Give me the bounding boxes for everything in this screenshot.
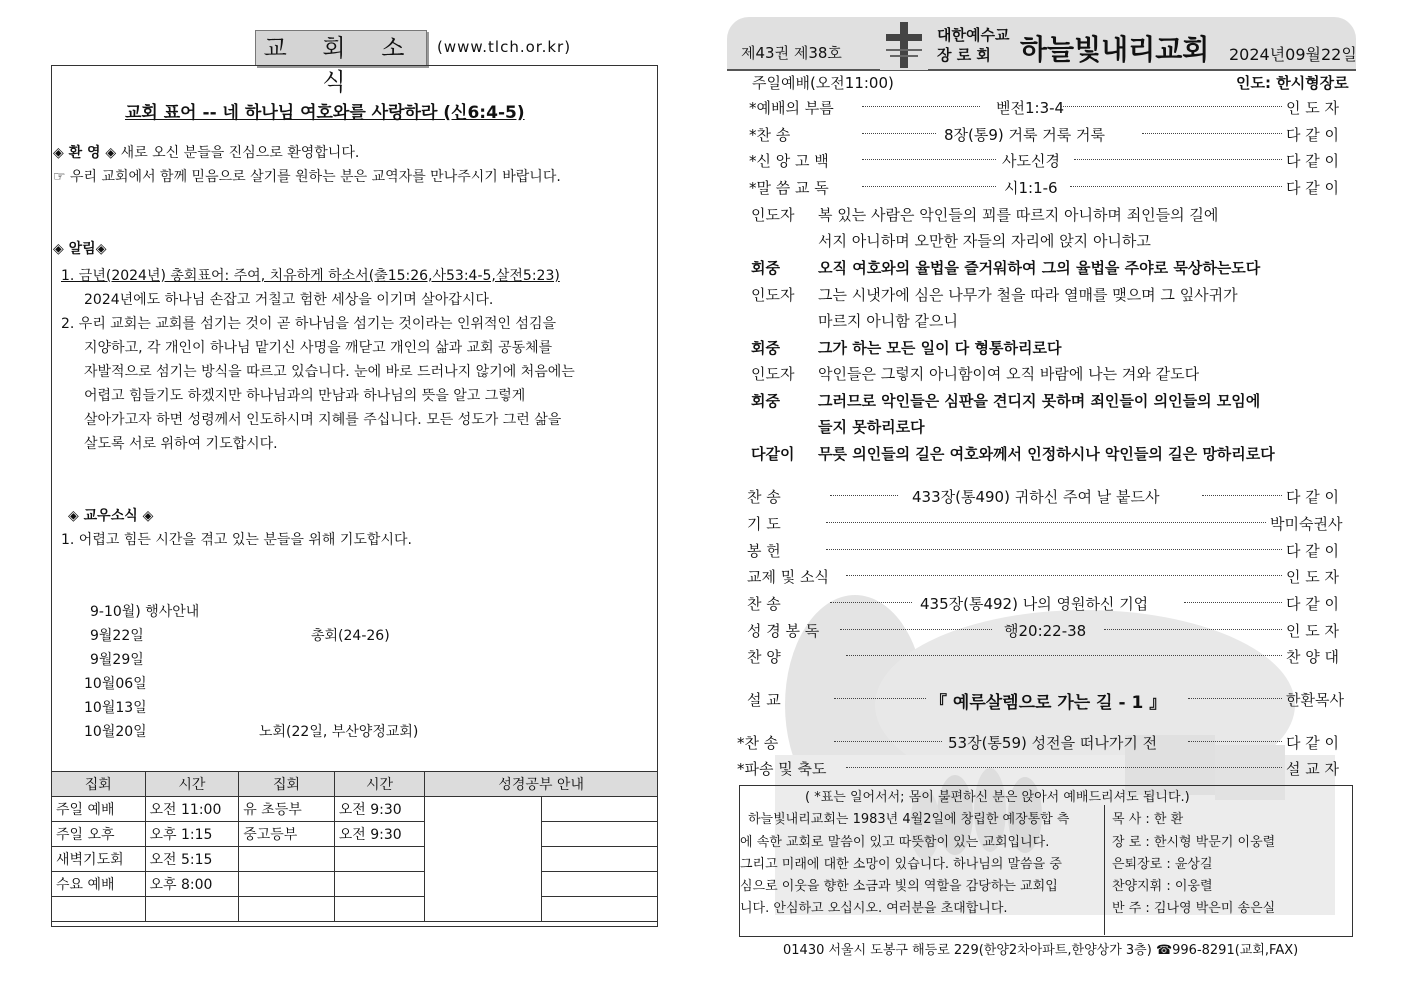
table-cell (52, 897, 146, 922)
notice-2-line: 어렵고 힘들기도 하겠지만 하나님과의 만남과 하나님의 뜻을 알고 그렇게 (84, 388, 526, 404)
staff-line: 찬양지휘 : 이웅렬 (1112, 879, 1213, 894)
table-header: 집회 (52, 772, 146, 797)
order-item-who: 인 도 자 (1286, 622, 1340, 640)
order-item-who: 다 같 이 (1286, 126, 1340, 144)
reading-line: 서지 아니하며 오만한 자들의 자리에 앉지 아니하고 (818, 232, 1151, 250)
order-item-who: 다 같 이 (1286, 595, 1340, 613)
table-header: 시간 (334, 772, 425, 797)
order-item-who: 다 같 이 (1286, 179, 1340, 197)
leader-dots (862, 133, 936, 134)
table-cell: 주일 오후 (52, 822, 146, 847)
order-item-name: *신 앙 고 백 (749, 152, 829, 170)
service-schedule-table (51, 771, 658, 922)
leader-dots (834, 741, 942, 742)
reading-line: 오직 여호와의 율법을 즐거워하여 그의 율법을 주야로 묵상하는도다 (818, 259, 1261, 277)
member-news-1: 1. 어렵고 힘든 시간을 겪고 있는 분들을 위해 기도합시다. (61, 532, 412, 548)
order-item-content: 벧전1:3-4 (996, 99, 1065, 117)
church-motto: 교회 표어 -- 네 하나님 여호와를 사랑하라 (신6:4-5) (125, 103, 525, 123)
notice-1b: 2024년에도 하나님 손잡고 거칠고 험한 세상을 이기며 살아갑시다. (84, 292, 494, 308)
order-item-content: 8장(통9) 거룩 거룩 거룩 (944, 126, 1106, 144)
table-cell (145, 897, 239, 922)
leader-dots (1188, 698, 1282, 699)
church-url[interactable]: (www.tlch.or.kr) (437, 38, 572, 56)
table-header: 시간 (145, 772, 239, 797)
leader-dots (846, 767, 1282, 768)
table-cell: 오전 11:00 (145, 797, 239, 822)
reading-speaker: 회중 (751, 259, 780, 277)
leader-dots (840, 629, 992, 630)
bulletin-date: 2024년09월22일 (1229, 45, 1357, 64)
table-cell: 오전 5:15 (145, 847, 239, 872)
info-divider (1104, 805, 1105, 935)
table-cell: 오후 8:00 (145, 872, 239, 897)
reading-line: 그는 시냇가에 심은 나무가 철을 따라 열매를 맺으며 그 잎사귀가 (818, 286, 1238, 304)
order-item-who: 다 같 이 (1286, 734, 1340, 752)
order-item-who: 다 같 이 (1286, 152, 1340, 170)
table-cell: 중고등부 (239, 822, 335, 847)
notice-heading: ◈ 알림◈ (53, 241, 107, 257)
event-date: 9월29일 (90, 652, 144, 668)
church-intro-line: 하늘빛내리교회는 1983년 4월2일에 창립한 예장통합 측 (748, 812, 1070, 827)
church-intro-line: 심으로 이웃을 향한 소금과 빛의 역할을 감당하는 교회입 (740, 879, 1058, 894)
notice-2-line: 자발적으로 섬기는 방식을 따르고 있습니다. 눈에 바로 드러나지 않기에 처음에는 (84, 364, 575, 380)
leader-dots (1202, 495, 1282, 496)
event-date: 9월22일 (90, 628, 144, 644)
table-cell: 새벽기도회 (52, 847, 146, 872)
leader-dots (826, 522, 1266, 523)
table-cell: 주일 예배 (52, 797, 146, 822)
sermon-title: 『 예루살렘으로 가는 길 - 1 』 (930, 693, 1167, 713)
leader-dots (1074, 159, 1282, 160)
leader-dots (1104, 629, 1282, 630)
table-row (52, 847, 658, 872)
notice-1a: 1. 금년(2024년) 총회표어: 주여, 치유하게 하소서(출15:26,사53:4-5,살전5:23) (61, 268, 560, 284)
events-heading: 9-10월) 행사안내 (90, 604, 200, 620)
order-item-content: 시1:1-6 (1004, 179, 1058, 197)
order-item-name: 교제 및 소식 (747, 568, 829, 586)
staff-line: 반 주 : 김나영 박은미 송은실 (1112, 901, 1276, 916)
leader-dots (826, 549, 1282, 550)
table-header: 성경공부 안내 (425, 772, 658, 797)
event-date: 10월13일 (84, 700, 147, 716)
reading-line: 복 있는 사람은 악인들의 꾀를 따르지 아니하며 죄인들의 길에 (818, 206, 1219, 224)
reading-speaker: 회중 (751, 339, 780, 357)
order-item-name: *예배의 부름 (749, 99, 834, 117)
church-news-title: 교 회 소 식 (255, 30, 427, 66)
study-cell (425, 797, 541, 922)
staff-line: 은퇴장로 : 윤상길 (1112, 857, 1213, 872)
order-item-name: *찬 송 (737, 734, 779, 752)
order-item-name: 성 경 봉 독 (747, 622, 820, 640)
leader-dots (862, 186, 996, 187)
table-cell (541, 822, 657, 847)
church-logo-icon (880, 20, 928, 70)
reading-line: 그러므로 악인들은 심판을 견디지 못하며 죄인들이 의인들의 모임에 (818, 392, 1261, 410)
reading-line: 그가 하는 모든 일이 다 형통하리로다 (818, 339, 1062, 357)
table-cell: 오후 1:15 (145, 822, 239, 847)
table-cell (541, 872, 657, 897)
order-item-who: 설 교 자 (1286, 760, 1340, 778)
church-address-footer: 01430 서울시 도봉구 해등로 229(한양2차아파트,한양상가 3층) ☎996-8291(교회,FAX) (783, 943, 1299, 958)
order-item-name: 기 도 (747, 515, 781, 533)
church-intro-line: 에 속한 교회로 말씀이 있고 따뜻함이 있는 교회입니다. (740, 835, 1050, 850)
order-item-content: 435장(통492) 나의 영원하신 기업 (920, 595, 1149, 613)
table-cell (239, 897, 335, 922)
welcome-text-2: ☞ 우리 교회에서 함께 믿음으로 살기를 원하는 분은 교역자를 만나주시기 바랍니다. (53, 169, 561, 185)
welcome-line (53, 142, 359, 162)
order-item-name: 찬 송 (747, 488, 781, 506)
reading-line: 마르지 아니함 같으니 (818, 312, 958, 330)
staff-line: 장 로 : 한시형 박문기 이웅렬 (1112, 835, 1276, 850)
reading-speaker: 다같이 (751, 445, 795, 463)
table-cell: 수요 예배 (52, 872, 146, 897)
member-news-heading: ◈ 교우소식 ◈ (68, 508, 154, 524)
leader-dots (846, 655, 1282, 656)
church-intro-line: 니다. 안심하고 오십시오. 여러분을 초대합니다. (740, 901, 1008, 916)
standing-note: ( *표는 일어서서; 몸이 불편하신 분은 앉아서 예배드리셔도 됩니다.) (805, 790, 1190, 805)
order-item-who: 박미숙권사 (1270, 515, 1343, 533)
leader-dots (1184, 602, 1282, 603)
notice-2-line: 지양하고, 각 개인이 하나님 맡기신 사명을 깨닫고 개인의 삶과 교회 공동체를 (84, 340, 553, 356)
leader-dots (846, 575, 1282, 576)
sermon-preacher: 한환목사 (1286, 691, 1344, 709)
event-date: 10월06일 (84, 676, 147, 692)
notice-2-line: 2. 우리 교회는 교회를 섬기는 것이 곧 하나님을 섬기는 것이라는 인위적인 섬김을 (61, 316, 557, 332)
denomination-line-2: 장 로 회 (937, 46, 991, 64)
table-cell (334, 897, 425, 922)
table-header-row (52, 772, 658, 797)
order-item-name: *파송 및 축도 (737, 760, 827, 778)
staff-line: 목 사 : 한 환 (1112, 812, 1184, 827)
reading-speaker: 회중 (751, 392, 780, 410)
leader-dots (1142, 133, 1282, 134)
order-item-name: *찬 송 (749, 126, 791, 144)
event-date: 10월20일 (84, 724, 147, 740)
leader-dots (830, 495, 898, 496)
table-row (52, 797, 658, 822)
leader-dots (834, 698, 926, 699)
reading-speaker: 인도자 (751, 365, 795, 383)
table-cell: 유 초등부 (239, 797, 335, 822)
leader-dots (1060, 106, 1282, 107)
notice-2-line: 살아가고자 하면 성령께서 인도하시며 지혜를 주십니다. 모든 성도가 그런 삶을 (84, 412, 562, 428)
welcome-heading: ◈ 환 영 ◈ (53, 145, 117, 161)
welcome-text: 새로 오신 분들을 진심으로 환영합니다. (116, 145, 360, 161)
table-cell (334, 847, 425, 872)
service-title: 주일예배(오전11:00) (752, 74, 894, 92)
order-item-name: 찬 송 (747, 595, 781, 613)
order-item-who: 다 같 이 (1286, 542, 1340, 560)
order-item-who: 찬 양 대 (1286, 648, 1340, 666)
table-cell (541, 797, 657, 822)
table-cell: 오전 9:30 (334, 797, 425, 822)
reading-speaker: 인도자 (751, 286, 795, 304)
table-cell (239, 872, 335, 897)
order-item-content: 행20:22-38 (1004, 622, 1087, 640)
order-item-content: 사도신경 (1002, 152, 1060, 170)
leader-dots (1070, 186, 1282, 187)
event-desc: 노회(22일, 부산양정교회) (259, 724, 419, 740)
table-row (52, 822, 658, 847)
denomination-line-1: 대한예수교 (937, 26, 1010, 44)
leader-dots (830, 602, 912, 603)
church-name: 하늘빛내리교회 (1020, 33, 1210, 66)
leader-dots (1188, 741, 1282, 742)
table-row (52, 897, 658, 922)
order-item-who: 인 도 자 (1286, 99, 1340, 117)
reading-speaker: 인도자 (751, 206, 795, 224)
table-header: 집회 (239, 772, 335, 797)
table-cell (541, 847, 657, 872)
order-item-who: 인 도 자 (1286, 568, 1340, 586)
order-item-name: 찬 양 (747, 648, 781, 666)
reading-line: 악인들은 그렇지 아니함이여 오직 바람에 나는 겨와 같도다 (818, 365, 1200, 383)
sermon-label: 설 교 (747, 691, 781, 709)
notice-2-line: 살도록 서로 위하여 기도합시다. (84, 436, 278, 452)
volume-issue: 제43권 제38호 (741, 44, 842, 62)
order-item-content: 433장(통490) 귀하신 주여 날 붙드사 (912, 488, 1160, 506)
order-item-content: 53장(통59) 성전을 떠나가기 전 (948, 734, 1158, 752)
table-cell: 오전 9:30 (334, 822, 425, 847)
table-cell (541, 897, 657, 922)
leader-dots (862, 159, 996, 160)
event-desc: 총회(24-26) (311, 628, 390, 644)
reading-line: 무릇 의인들의 길은 여호와께서 인정하시나 악인들의 길은 망하리로다 (818, 445, 1275, 463)
service-leader: 인도: 한시형장로 (1236, 74, 1349, 92)
leader-dots (862, 106, 980, 107)
table-row (52, 872, 658, 897)
order-item-who: 다 같 이 (1286, 488, 1340, 506)
reading-line: 들지 못하리로다 (818, 418, 925, 436)
order-item-name: *말 씀 교 독 (749, 179, 829, 197)
table-cell (239, 847, 335, 872)
order-item-name: 봉 헌 (747, 542, 781, 560)
church-intro-line: 그리고 미래에 대한 소망이 있습니다. 하나님의 말씀을 중 (740, 857, 1062, 872)
table-cell (334, 872, 425, 897)
